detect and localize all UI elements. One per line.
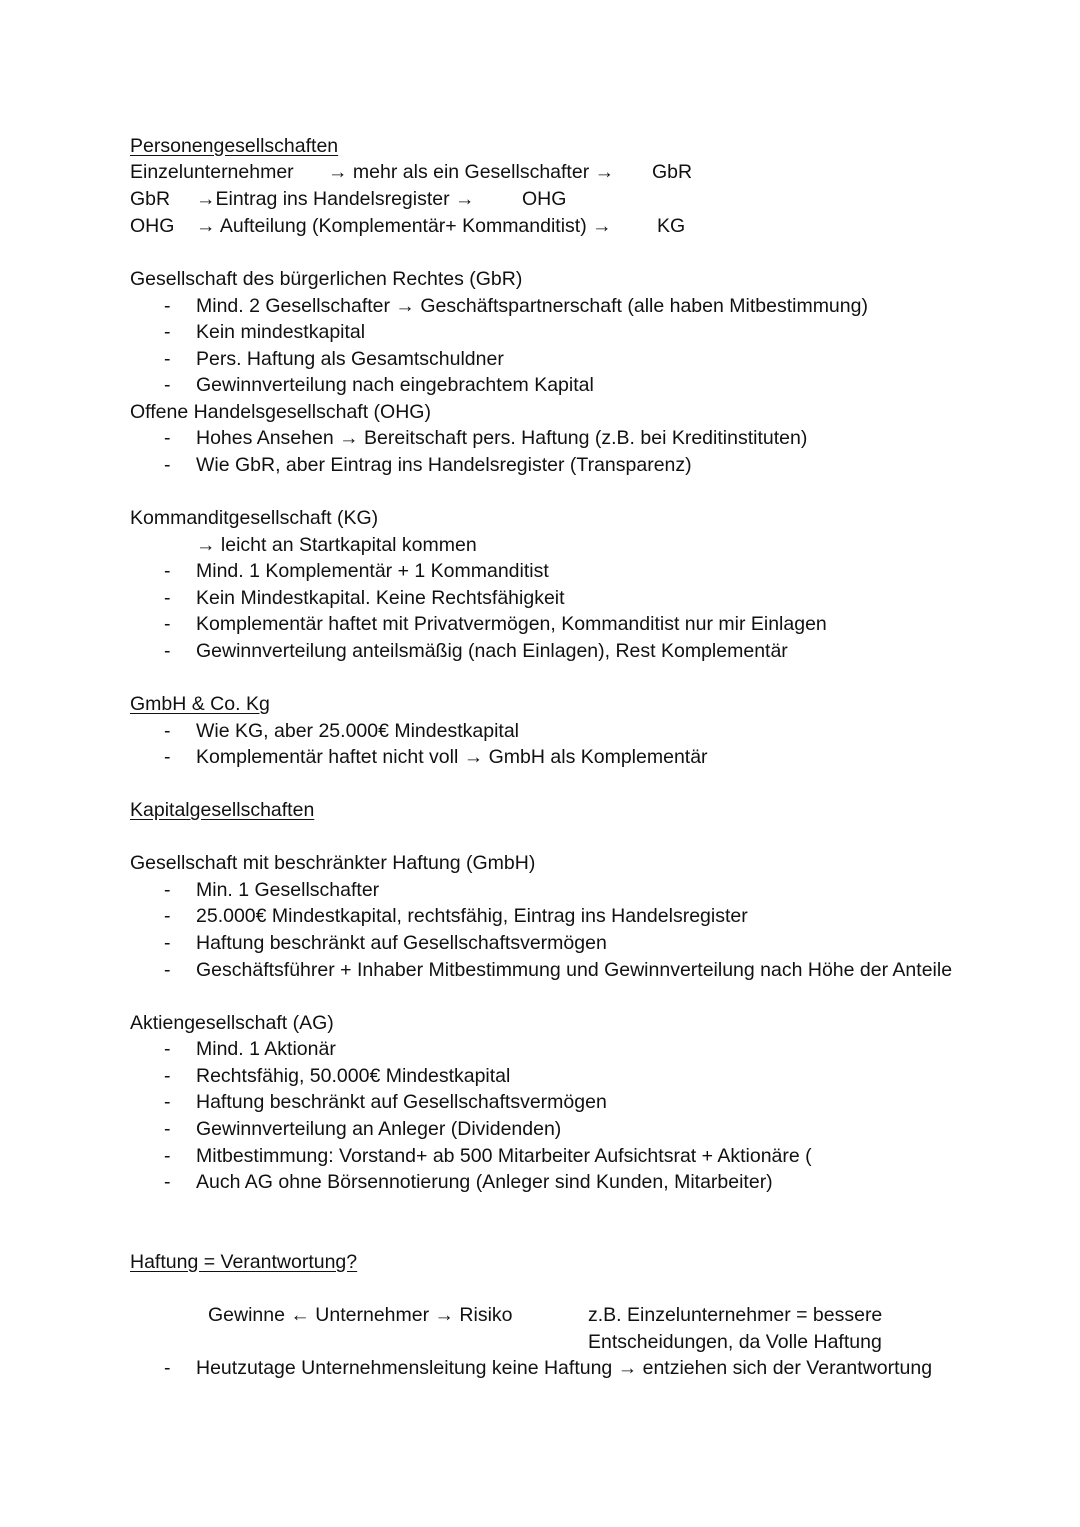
list-item-text: Gewinnverteilung nach eingebrachtem Kapital xyxy=(196,374,594,396)
list-item-text: Mind. 2 Gesellschafter → Geschäftspartnerschaft (alle haben Mitbestimmung) xyxy=(196,295,868,317)
haftung-example: z.B. Einzelunternehmer = bessere xyxy=(588,1304,883,1326)
list-item-text: Heutzutage Unternehmensleitung keine Haftung → entziehen sich der Verantwortung xyxy=(196,1357,933,1379)
list-item-text: Auch AG ohne Börsennotierung (Anleger sind Kunden, Mitarbeiter) xyxy=(196,1171,773,1193)
kg-note-text: → leicht an Startkapital kommen xyxy=(196,534,477,556)
list-item-text: Mind. 1 Aktionär xyxy=(196,1038,336,1060)
list-item-text: Pers. Haftung als Gesamtschuldner xyxy=(196,348,504,370)
list-item-text: Min. 1 Gesellschafter xyxy=(196,879,380,901)
flow-from: Einzelunternehmer xyxy=(130,161,294,183)
kg-title: Kommanditgesellschaft (KG) xyxy=(130,507,379,529)
list-item-text: Haftung beschränkt auf Gesellschaftsvermögen xyxy=(196,1091,607,1113)
list-item-text: Haftung beschränkt auf Gesellschaftsvermögen xyxy=(196,932,607,954)
flow-via: → mehr als ein Gesellschafter → xyxy=(328,161,615,183)
haftung-example-cont: Entscheidungen, da Volle Haftung xyxy=(588,1331,882,1353)
flow-to: OHG xyxy=(522,188,567,210)
haftung-diagram: Gewinne ← Unternehmer → Risiko xyxy=(208,1304,513,1326)
list-item-text: Komplementär haftet mit Privatvermögen, Kommanditist nur mir Einlagen xyxy=(196,613,827,635)
flow-via: → Aufteilung (Komplementär+ Kommanditist) → xyxy=(196,215,612,237)
list-item-text: Geschäftsführer + Inhaber Mitbestimmung und Gewinnverteilung nach Höhe der Anteile xyxy=(196,959,953,981)
list-item-text: Gewinnverteilung an Anleger (Dividenden) xyxy=(196,1118,562,1140)
section-heading-kapitalgesellschaften: Kapitalgesellschaften xyxy=(130,799,315,821)
list-item-text: Rechtsfähig, 50.000€ Mindestkapital xyxy=(196,1065,511,1087)
list-item-text: Kein mindestkapital xyxy=(196,321,366,343)
list-item-text: Mitbestimmung: Vorstand+ ab 500 Mitarbeiter Aufsichtsrat + Aktionäre ( xyxy=(196,1145,812,1167)
section-heading-personengesellschaften: Personengesellschaften xyxy=(130,135,339,157)
flow-to: GbR xyxy=(652,161,693,183)
list-item-text: Komplementär haftet nicht voll → GmbH als Komplementär xyxy=(196,746,708,768)
section-heading-haftung: Haftung = Verantwortung? xyxy=(130,1251,358,1273)
list-item-text: Kein Mindestkapital. Keine Rechtsfähigkeit xyxy=(196,587,565,609)
list-item-text: Wie KG, aber 25.000€ Mindestkapital xyxy=(196,720,520,742)
gbr-title: Gesellschaft des bürgerlichen Rechtes (GbR) xyxy=(130,268,523,290)
gmbh-title: Gesellschaft mit beschränkter Haftung (GmbH) xyxy=(130,852,536,874)
list-item-text: 25.000€ Mindestkapital, rechtsfähig, Eintrag ins Handelsregister xyxy=(196,905,748,927)
flow-from: OHG xyxy=(130,215,175,237)
list-item-text: Gewinnverteilung anteilsmäßig (nach Einlagen), Rest Komplementär xyxy=(196,640,788,662)
list-item-text: Hohes Ansehen → Bereitschaft pers. Haftung (z.B. bei Kreditinstituten) xyxy=(196,427,808,449)
ohg-title: Offene Handelsgesellschaft (OHG) xyxy=(130,401,431,423)
flow-from: GbR xyxy=(130,188,171,210)
gmbhcokg-title: GmbH & Co. Kg xyxy=(130,693,270,715)
list-item-text: Wie GbR, aber Eintrag ins Handelsregister (Transparenz) xyxy=(196,454,692,476)
flow-to: KG xyxy=(657,215,686,237)
list-item-text: Mind. 1 Komplementär + 1 Kommanditist xyxy=(196,560,549,582)
ag-title: Aktiengesellschaft (AG) xyxy=(130,1012,334,1034)
flow-via: →Eintrag ins Handelsregister → xyxy=(196,188,475,210)
